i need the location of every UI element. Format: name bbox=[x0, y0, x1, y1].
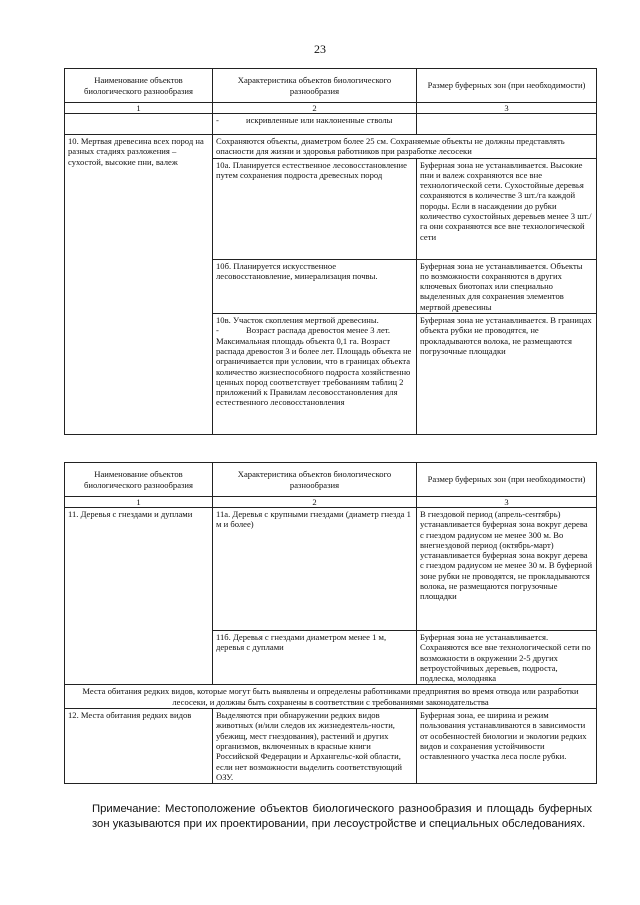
col-number: 3 bbox=[417, 103, 597, 114]
biodiversity-table-part-1 bbox=[64, 68, 597, 435]
object-11-name: 11. Деревья с гнездами и дуплами bbox=[65, 508, 213, 685]
object-10-name: 10. Мертвая древесина всех пород на разных стадиях разложения – сухостой, высокие пни, валеж bbox=[65, 135, 213, 435]
object-11a-buffer: В гнездовой период (апрель-сентябрь) устанавливается буферная зона вокруг дерева с гнездом радиусом не менее 300 м. Во внегнездовой период (октябрь-март) устанавливается буферная зона вокруг дерева с гнездом радиусом не менее 30 м. В буферной зоне рубки не проводятся, не прокладываются волока, не размещаются погрузочные площадки bbox=[417, 508, 597, 631]
header-buffer-size: Размер буферных зон (при необходимости) bbox=[417, 69, 597, 103]
object-10a-characteristic: 10а. Планируется естественное лесовосстановление путем сохранения подроста древесных пород bbox=[213, 158, 417, 259]
object-11a-characteristic: 11а. Деревья с крупными гнездами (диаметр гнезда 1 м и более) bbox=[213, 508, 417, 631]
col-number: 3 bbox=[417, 497, 597, 508]
col-number: 2 bbox=[213, 103, 417, 114]
object-10b-characteristic: 10б. Планируется искусственное лесовосстановление, минерализация почвы. bbox=[213, 259, 417, 313]
col-number: 2 bbox=[213, 497, 417, 508]
header-characteristics: Характеристика объектов биологического разнообразия bbox=[213, 69, 417, 103]
continuation-bullet: - искривленные или наклоненные стволы bbox=[213, 114, 417, 135]
object-12-buffer: Буферная зона, ее ширина и режим пользования устанавливаются в зависимости от особенностей биологии и экологии редких видов и сохранения устойчивости оставленного участка леса после рубки. bbox=[417, 709, 597, 784]
object-10b-buffer: Буферная зона не устанавливается. Объекты по возможности сохраняются в других ключевых биотопах или специально выделенных для сохранения элементов мертвой древесины bbox=[417, 259, 597, 313]
object-10v-characteristic: 10в. Участок скопления мертвой древесины. - Возраст распада древостоя менее 3 лет. Максимальная площадь объекта 0,1 га. Возраст распада древостоя 3 и более лет. Площадь объекта не ограничивается при условии, что в границах объекта количество жизнеспособного подроста хозяйственно ценных пород соответствует требованиям таблиц 2 приложений к Правилам лесовосстановления для естественного лесовосстановления bbox=[213, 314, 417, 435]
object-10v-buffer: Буферная зона не устанавливается. В границах объекта рубки не проводятся, не прокладываются волока, не размещаются погрузочные площадки bbox=[417, 314, 597, 435]
footnote: Примечание: Местоположение объектов биологического разнообразия и площадь буферных зон указываются при их проектировании, при лесоустройстве и специальных обследованиях. bbox=[92, 803, 592, 830]
header-buffer-size: Размер буферных зон (при необходимости) bbox=[417, 463, 597, 497]
object-11b-characteristic: 11б. Деревья с гнездами диаметром менее 1 м, деревья с дуплами bbox=[213, 631, 417, 685]
object-12-characteristic: Выделяются при обнаружении редких видов животных (и/или следов их жизнедеятель-ности, убежищ, мест гнездования), растений и других организмов, включенных в красные книги Российской Федерации и Архангельс-кой области, если нет возможности выделить соответствующий ОЗУ. bbox=[213, 709, 417, 784]
header-object-name: Наименование объектов биологического разнообразия bbox=[65, 463, 213, 497]
object-11b-buffer: Буферная зона не устанавливается. Сохраняются все вне технологической сети по возможности в окружении 2-5 других ветроустойчивых деревьев, подроста, подлеска, молодняка bbox=[417, 631, 597, 685]
header-characteristics: Характеристика объектов биологического разнообразия bbox=[213, 463, 417, 497]
page-number: 23 bbox=[314, 42, 326, 56]
object-10a-buffer: Буферная зона не устанавливается. Высокие пни и валеж сохраняются все вне технологической сети. Сухостойные деревья сохраняются в количестве 3 шт./га каждой породы. Если в насаждении до рубки количество сухостойных деревьев менее 3 шт./га они сохраняются все вне технологической сети bbox=[417, 158, 597, 259]
header-object-name: Наименование объектов биологического разнообразия bbox=[65, 69, 213, 103]
object-12-name: 12. Места обитания редких видов bbox=[65, 709, 213, 784]
col-number: 1 bbox=[65, 103, 213, 114]
biodiversity-table-part-2 bbox=[64, 462, 597, 784]
rare-habitats-note: Места обитания редких видов, которые могут быть выявлены и определены работниками предприятия во время отвода или разработки лесосеки, и должны быть сохранены в соответствии с требованиями законодательства bbox=[65, 685, 597, 709]
object-10-general: Сохраняются объекты, диаметром более 25 см. Сохраняемые объекты не должны представлять опасности для жизни и здоровья работников при разработке лесосеки bbox=[213, 135, 597, 159]
col-number: 1 bbox=[65, 497, 213, 508]
